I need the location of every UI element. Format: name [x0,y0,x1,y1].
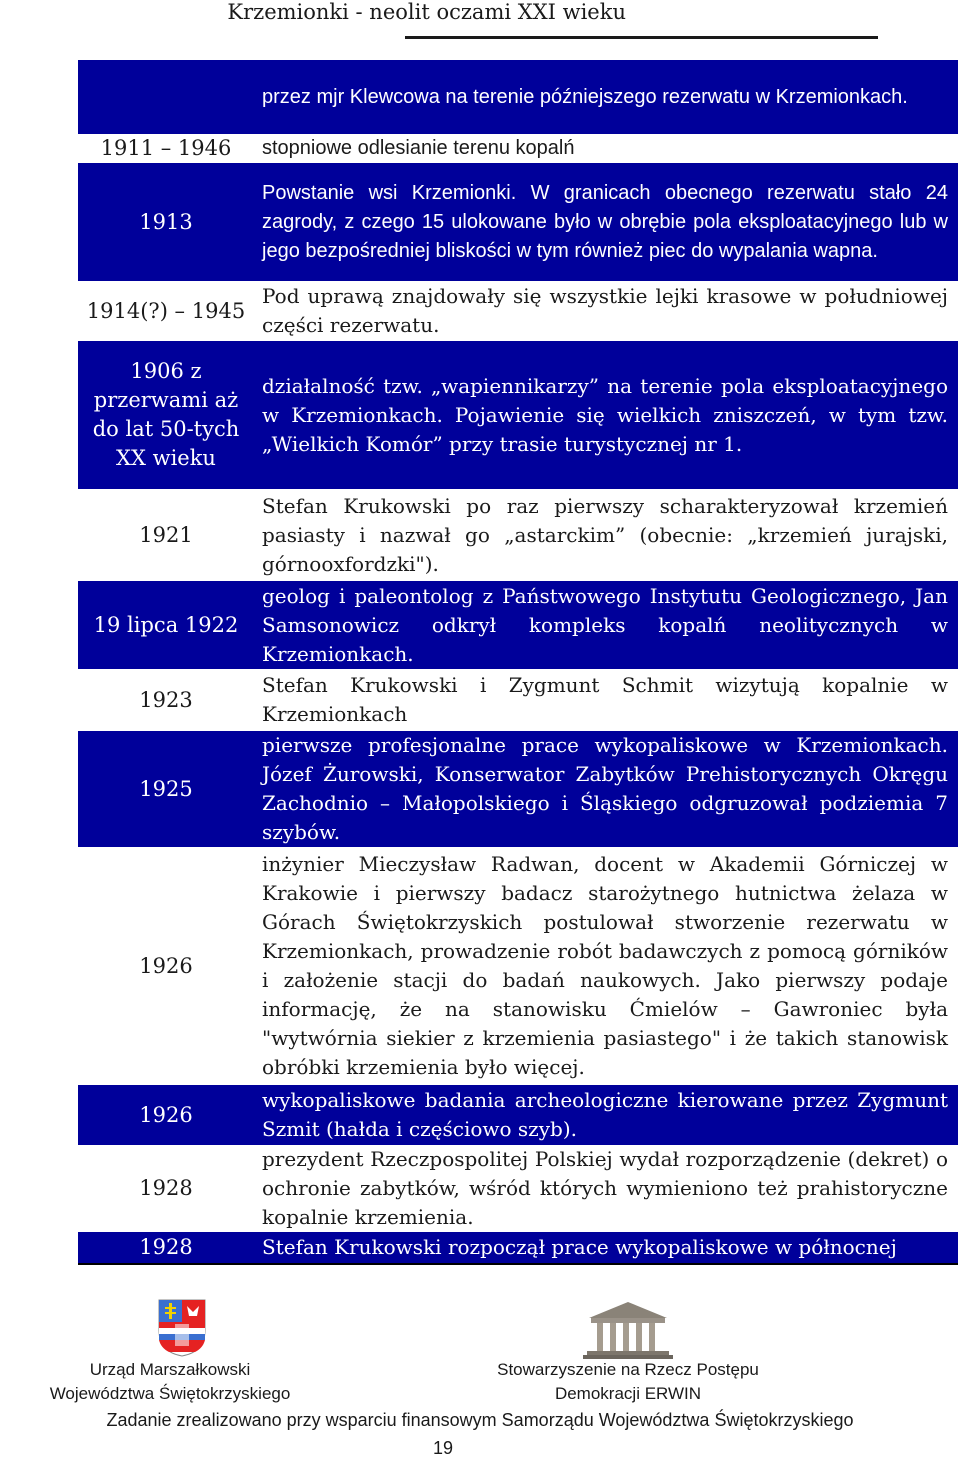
org-right-line1: Stowarzyszenie na Rzecz Postępu [497,1360,759,1379]
row-event: Pod uprawą znajdowały się wszystkie lejki krasowe w południowej części rezerwatu. [262,284,948,337]
page-header [0,0,960,38]
table-row [78,134,958,163]
org-left-line1: Urząd Marszałkowski [89,1360,251,1379]
support-note: Zadanie zrealizowano przy wsparciu finansowym Samorządu Województwa Świętokrzyskiego [106,1410,854,1430]
row-date: 1926 [139,953,193,978]
coat-of-arms-icon [157,1298,207,1358]
row-date: 1921 [139,522,193,547]
row-event: Stefan Krukowski rozpoczął prace wykopaliskowe w północnej [254,1232,958,1264]
page-number: 19 [432,1438,454,1458]
row-event: geolog i paleontolog z Państwowego Instytutu Geologicznego, Jan Samsonowicz odkrył kompleks kopalń neolitycznych w Krzemionkach. [254,581,958,669]
table-row [78,1085,958,1145]
row-event: przez mjr Klewcowa na terenie późniejszego rezerwatu w Krzemionkach. [254,60,958,134]
table-row [78,731,958,847]
row-date: 1928 [139,1176,193,1200]
table-row [78,581,958,669]
row-event: wykopaliskowe badania archeologiczne kierowane przez Zygmunt Szmit (hałda i częściowo szyb). [254,1085,958,1145]
table-row [78,60,958,134]
row-event: stopniowe odlesianie terenu kopalń [262,137,575,159]
row-date: 1914(?) – 1945 [86,298,246,323]
table-row [78,669,958,731]
row-date: 1913 [78,163,254,281]
table-row [78,281,958,341]
table-row [78,489,958,581]
table-row [78,163,958,281]
header-title: Krzemionki - neolit oczami XXI wieku [227,0,626,24]
org-right-line2: Demokracji ERWIN [554,1384,702,1403]
row-event: inżynier Mieczysław Radwan, docent w Akademii Górniczej w Krakowie i pierwszy badacz starożytnego hutnictwa żelaza w Górach Świętokrzyskich postulował stworzenie rezerwatu w Krzemionkach, prowadzenie robót badawczych z pomocą górników i założenie stacji do badań naukowych. Jako pierwszy podaje informację, że na stanowisku Ćmielów – Gawroniec była "wytwórnia siekier z krzemienia pasiastego" i że takich stanowisk obróbki krzemienia było więcej. [262,852,948,1079]
table-row [78,1232,958,1264]
row-date: 19 lipca 1922 [78,581,254,669]
row-date: 1906 z przerwami aż do lat 50-tych XX wieku [78,341,254,489]
temple-icon [583,1300,673,1360]
org-left-line2: Województwa Świętokrzyskiego [49,1384,291,1403]
row-event: działalność tzw. „wapiennikarzy” na terenie pola eksploatacyjnego w Krzemionkach. Pojawienie się wielkich zniszczeń, w tym tzw. „Wielkich Komór” przy trasie turystycznej nr 1. [254,341,958,489]
row-date: 1923 [139,687,193,712]
row-date: 1911 – 1946 [100,136,232,160]
row-event: Stefan Krukowski i Zygmunt Schmit wizytują kopalnie w Krzemionkach [262,673,948,726]
table-row [78,341,958,489]
table-row [78,1145,958,1232]
header-rule [405,36,878,39]
timeline-table [78,60,958,1265]
org-right [478,1358,778,1406]
row-date: 1925 [78,731,254,847]
row-event: pierwsze profesjonalne prace wykopaliskowe w Krzemionkach. Józef Żurowski, Konserwator Zabytków Prehistorycznych Okręgu Zachodnio – Małopolskiego i Śląskiego odgruzował podziemia 7 szybów. [254,731,958,847]
row-event: Powstanie wsi Krzemionki. W granicach obecnego rezerwatu stało 24 zagrody, z czego 15 ulokowane było w obrębie pola eksploatacyjnego lub w jego bezpośredniej bliskości w tym również piec do wypalania wapna. [254,163,958,281]
row-date: 1926 [78,1085,254,1145]
row-date: 1928 [78,1232,254,1264]
org-left [40,1358,300,1406]
row-event: prezydent Rzeczpospolitej Polskiej wydał rozporządzenie (dekret) o ochronie zabytków, wśród których wymieniono też prahistoryczne kopalnie krzemienia. [262,1147,948,1229]
table-row [78,847,958,1085]
row-event: Stefan Krukowski po raz pierwszy scharakteryzował krzemień pasiasty i nazwał go „astarckim” (obecnie: „krzemień jurajski, górnooxfordzki"). [262,493,948,576]
page-footer [0,1290,960,1458]
row-date [78,60,254,134]
